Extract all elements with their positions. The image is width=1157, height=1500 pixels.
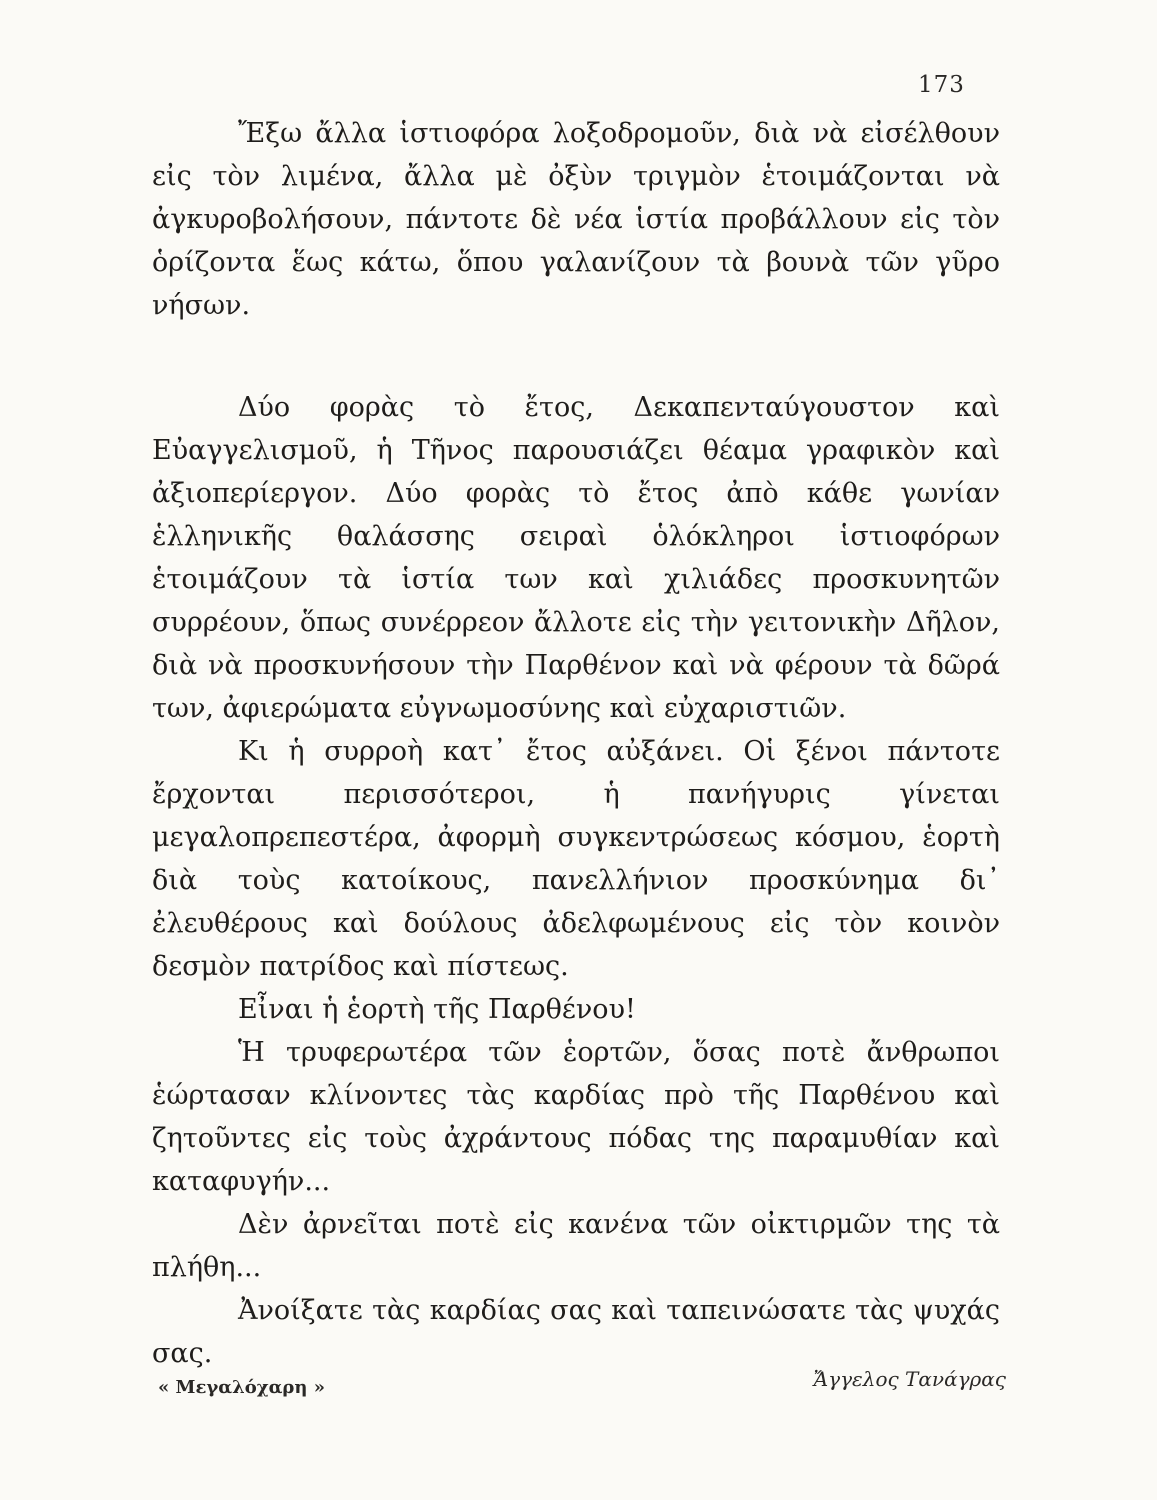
main-text-block xyxy=(152,386,1000,1375)
paragraph: Ἔξω ἄλλα ἱστιοφόρα λοξοδρομοῦν, διὰ νὰ εἰσέλθουν εἰς τὸν λιμένα, ἄλλα μὲ ὀξὺν τριγμὸν ἑτοιμάζονται νὰ ἀγκυροβολήσουν, πάντοτε δὲ νέα ἱστία προβάλλουν εἰς τὸν ὁρίζοντα ἕως κάτω, ὅπου γαλανίζουν τὰ βουνὰ τῶν γῦρο νήσων. xyxy=(152,118,1000,321)
paragraph: Εἶναι ἡ ἑορτὴ τῆς Παρθένου! xyxy=(238,994,636,1025)
source-title: « Μεγαλόχαρη » xyxy=(158,1377,326,1398)
paragraph: Κι ἡ συρροὴ κατ᾽ ἔτος αὐξάνει. Οἱ ξένοι πάντοτε ἔρχονται περισσότεροι, ἡ πανήγυρις γίνεται μεγαλοπρεπεστέρα, ἀφορμὴ συγκεντρώσεως κόσμου, ἑορτὴ διὰ τοὺς κατοίκους, πανελλήνιον προσκύνημα δι᾽ ἐλευθέρους καὶ δούλους ἀδελφωμένους εἰς τὸν κοινὸν δεσμὸν πατρίδος καὶ πίστεως. xyxy=(152,736,1000,982)
paragraph: Δύο φορὰς τὸ ἔτος, Δεκαπενταύγουστον καὶ Εὐαγγελισμοῦ, ἡ Τῆνος παρουσιάζει θέαμα γραφικὸν καὶ ἀξιοπερίεργον. Δύο φορὰς τὸ ἔτος ἀπὸ κάθε γωνίαν ἑλληνικῆς θαλάσσης σειραὶ ὁλόκληροι ἱστιοφόρων ἑτοιμάζουν τὰ ἱστία των καὶ χιλιάδες προσκυνητῶν συρρέουν, ὅπως συνέρρεον ἄλλοτε εἰς τὴν γειτονικὴν Δῆλον, διὰ νὰ προσκυνήσουν τὴν Παρθένον καὶ νὰ φέρουν τὰ δῶρά των, ἀφιερώματα εὐγνωμοσύνης καὶ εὐχαριστιῶν. xyxy=(152,392,1000,724)
opening-paragraph-block xyxy=(152,112,1000,327)
paragraph: Ἡ τρυφερωτέρα τῶν ἑορτῶν, ὅσας ποτὲ ἄνθρωποι ἑώρτασαν κλίνοντες τὰς καρδίας πρὸ τῆς Παρθένου καὶ ζητοῦντες εἰς τοὺς ἀχράντους πόδας της παραμυθίαν καὶ καταφυγήν... xyxy=(152,1037,1000,1197)
paragraph: Ἀνοίξατε τὰς καρδίας σας καὶ ταπεινώσατε τὰς ψυχάς σας. xyxy=(152,1295,1000,1369)
paragraph: Δὲν ἀρνεῖται ποτὲ εἰς κανένα τῶν οἰκτιρμῶν της τὰ πλήθη... xyxy=(152,1209,1000,1283)
author-name: Ἄγγελος Τανάγρας xyxy=(813,1367,1006,1391)
page-number: 173 xyxy=(918,72,965,98)
